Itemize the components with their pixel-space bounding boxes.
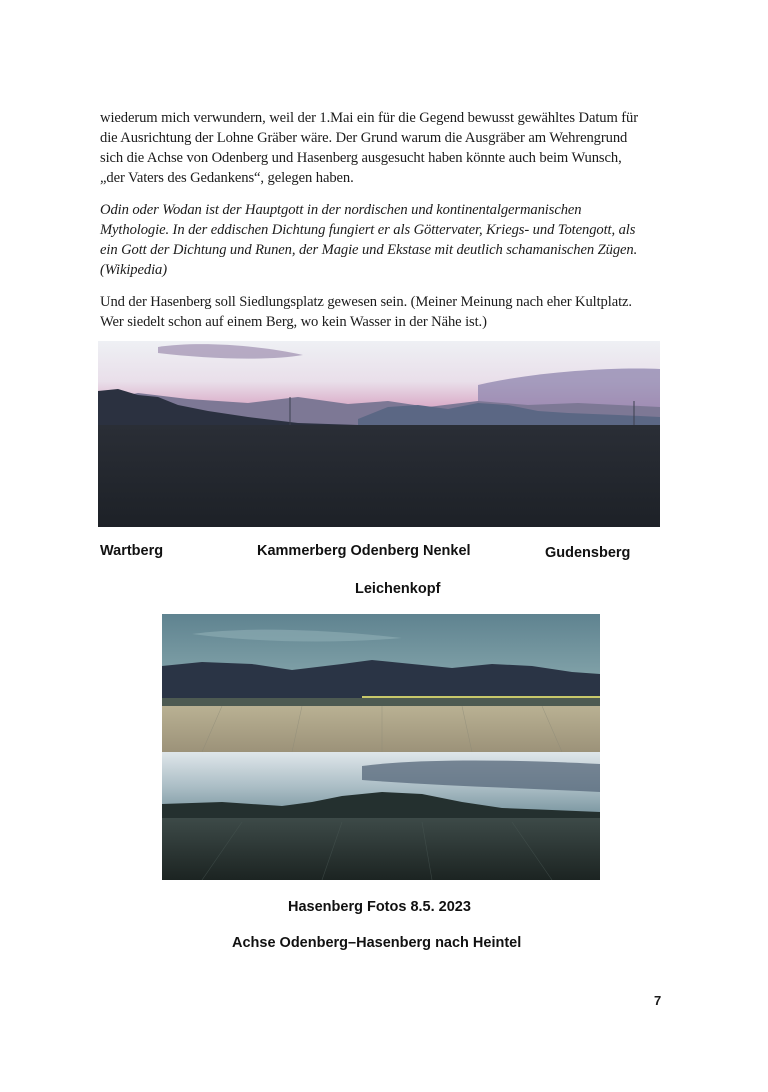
text-line: Odin oder Wodan ist der Hauptgott in der nordischen und kontinentalgermanischen (100, 202, 582, 218)
caption-wartberg: Wartberg (100, 543, 164, 559)
text-line: (Wikipedia) (100, 262, 167, 278)
text-line: Wer siedelt schon auf einem Berg, wo kein Wasser in der Nähe ist.) (100, 314, 487, 330)
caption-kammerberg-odenberg-nenkel: Kammerberg Odenberg Nenkel (257, 543, 471, 559)
caption-hasenberg-fotos: Hasenberg Fotos 8.5. 2023 (288, 899, 471, 915)
text-line: „der Vaters des Gedankens“, gelegen haben. (100, 170, 354, 186)
text-line: die Ausrichtung der Lohne Gräber wäre. Der Grund warum die Ausgräber am Wehrengrund (100, 130, 628, 146)
text-line: Mythologie. In der eddischen Dichtung fungiert er als Göttervater, Kriegs- und Totengott, als (100, 222, 636, 238)
text-line: sich die Achse von Odenberg und Hasenberg ausgesucht haben könnte auch beim Wunsch, (100, 150, 622, 166)
text-line: ein Gott der Dichtung und Runen, der Magie und Ekstase mit deutlich schamanischen Zügen. (100, 242, 638, 258)
text-line: wiederum mich verwundern, weil der 1.Mai ein für die Gegend bewusst gewähltes Datum für (100, 110, 638, 126)
page-number: 7 (654, 993, 662, 1008)
hasenberg-photo-top (162, 614, 600, 752)
paragraph-quote (100, 200, 670, 280)
caption-gudensberg: Gudensberg (545, 545, 631, 561)
paragraph-1 (100, 108, 670, 188)
panorama-photo (98, 341, 660, 527)
paragraph-3 (100, 292, 670, 332)
text-line: Und der Hasenberg soll Siedlungsplatz gewesen sein. (Meiner Meinung nach eher Kultplatz. (100, 294, 632, 310)
caption-achse: Achse Odenberg–Hasenberg nach Heintel (232, 935, 522, 951)
hasenberg-photo-bottom (162, 752, 600, 880)
caption-leichenkopf: Leichenkopf (355, 581, 441, 597)
